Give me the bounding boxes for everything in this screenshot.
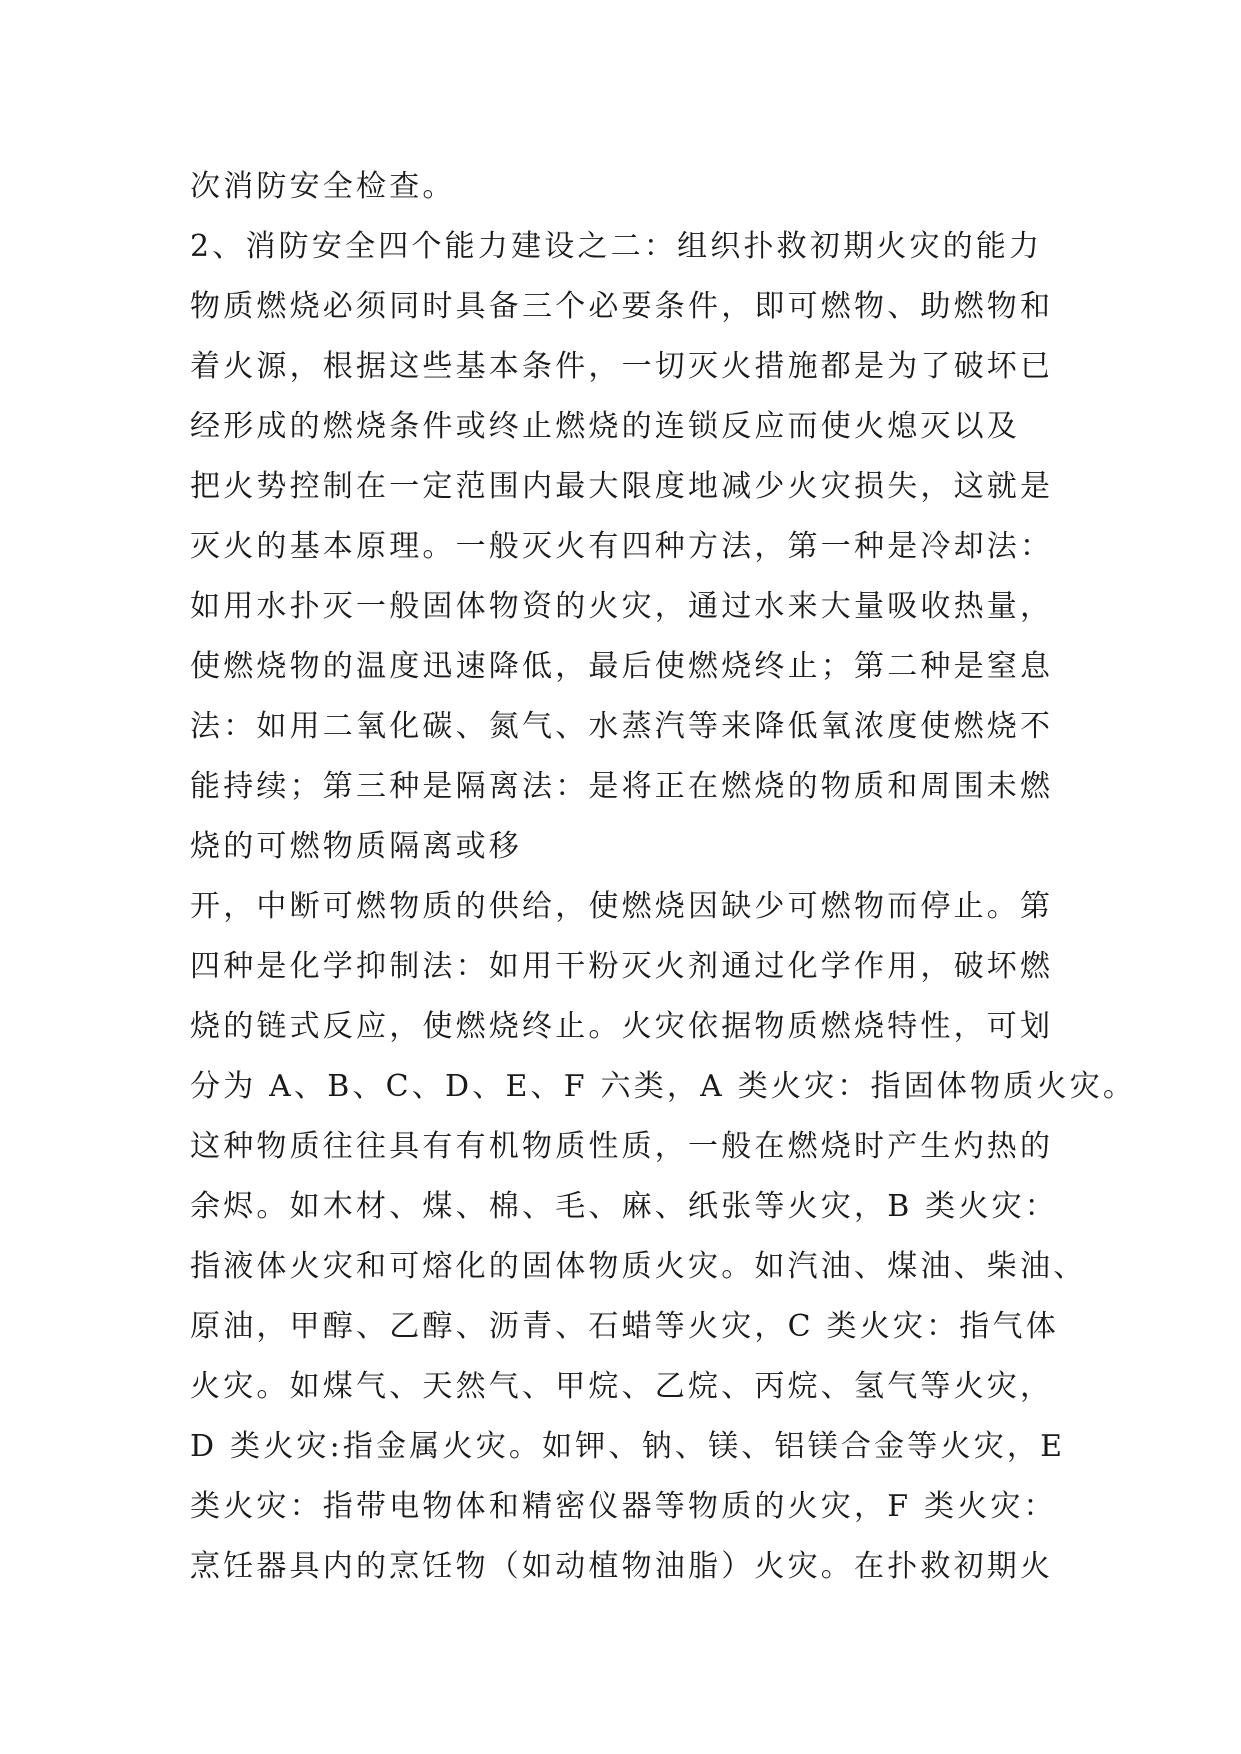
text-line: 烧的链式反应，使燃烧终止。火灾依据物质燃烧特性，可划 [190,1009,1054,1044]
text-line: 经形成的燃烧条件或终止燃烧的连锁反应而使火熄灭以及 [190,409,1020,444]
text-line: 四种是化学抑制法：如用干粉灭火剂通过化学作用，破坏燃 [190,949,1054,984]
text-line: 指液体火灾和可熔化的固体物质火灾。如汽油、煤油、柴油、 [190,1249,1087,1284]
text-line: 物质燃烧必须同时具备三个必要条件，即可燃物、助燃物和 [190,289,1054,324]
text-line: 烹饪器具内的烹饪物（如动植物油脂）火灾。在扑救初期火 [190,1549,1054,1584]
body-text [190,157,1137,1597]
text-line: 如用水扑灭一般固体物资的火灾，通过水来大量吸收热量， [190,589,1054,624]
text-line: 类火灾：指带电物体和精密仪器等物质的火灾，F 类火灾： [190,1489,1057,1524]
text-line: 余烬。如木材、煤、棉、毛、麻、纸张等火灾，B 类火灾： [190,1189,1058,1224]
text-line: 原油，甲醇、乙醇、沥青、石蜡等火灾，C 类火灾：指气体 [190,1309,1059,1344]
text-line: D 类火灾:指金属火灾。如钾、钠、镁、铝镁合金等火灾，E [190,1429,1066,1464]
text-line: 烧的可燃物质隔离或移 [190,829,522,864]
text-line: 火灾。如煤气、天然气、甲烷、乙烷、丙烷、氢气等火灾， [190,1369,1054,1404]
text-line: 这种物质往往具有有机物质性质，一般在燃烧时产生灼热的 [190,1129,1054,1164]
text-line: 使燃烧物的温度迅速降低，最后使燃烧终止；第二种是窒息 [190,649,1054,684]
text-line: 着火源，根据这些基本条件，一切灭火措施都是为了破坏已 [190,349,1054,384]
text-line: 分为 A、B、C、D、E、F 六类，A 类火灾：指固体物质火灾。 [190,1069,1137,1104]
text-line: 能持续；第三种是隔离法：是将正在燃烧的物质和周围未燃 [190,769,1054,804]
text-line: 开，中断可燃物质的供给，使燃烧因缺少可燃物而停止。第 [190,889,1054,924]
text-line: 把火势控制在一定范围内最大限度地减少火灾损失，这就是 [190,469,1054,504]
section-heading: 2、消防安全四个能力建设之二：组织扑救初期火灾的能力 [190,229,1043,264]
text-line: 次消防安全检查。 [190,169,456,204]
text-line: 法：如用二氧化碳、氮气、水蒸汽等来降低氧浓度使燃烧不 [190,709,1054,744]
text-line: 灭火的基本原理。一般灭火有四种方法，第一种是冷却法： [190,529,1054,564]
